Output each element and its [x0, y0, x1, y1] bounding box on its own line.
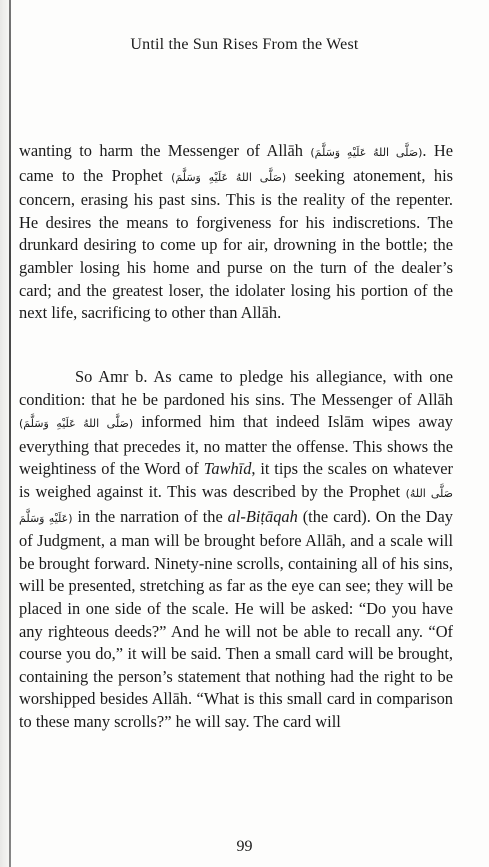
p2-text-4: in the narration of the	[72, 506, 228, 526]
p2-text-3: , it tips the scales on whatever is weighed against it. This was described by the Prophet	[19, 459, 454, 501]
paragraph-2	[19, 366, 453, 734]
p1-text-1: wanting to harm the Messenger of Allāh	[19, 141, 311, 160]
p1-text-3: seeking atonement, his concern, erasing his past sins. This is the reality of the repenter. He desires the means to forgiveness for his indiscretions. The drunkard desiring to come up for air, drowning in the bottle; the gambler losing his home and purse on the turn of the dealer’s card; and the greatest loser, the idolater losing his portion of the next life, sacrificing to other than Allāh.	[19, 165, 454, 323]
honorific-3: (صَلَّى اللهُ عَلَيْهِ وَسَلَّمَ)	[19, 417, 134, 431]
p1-text-2: . He came to the Prophet	[19, 141, 453, 185]
spine-shadow	[0, 0, 9, 867]
term-bitaqah: al-Biṭāqah	[227, 506, 298, 526]
p2-text-1: So Amr b. As came to pledge his allegiance, with one condition: that he be pardoned his sins. The Messenger of Allāh	[19, 367, 453, 409]
running-head: Until the Sun Rises From the West	[130, 36, 359, 53]
honorific-4: (صَلَّى اللهُ عَلَيْهِ وَسَلَّمَ)	[19, 486, 453, 525]
book-spine-line	[9, 0, 11, 867]
honorific-2: (صَلَّى اللهُ عَلَيْهِ وَسَلَّمَ)	[171, 170, 287, 184]
p2-text-5: (the card). On the Day of Judgment, a man will be brought before Allāh, and a scale will be brought forward. Ninety-nine scrolls, containing all of his sins, will be presented, stretching as far as the eye can see; they will be placed in one side of the scale. He will be asked: “Do you have any righteous deeds?” And he will not be able to recall any. “Of course you do,” it will be said. Then a small card will be brought, containing the person’s statement that nothing had the right to be worshipped besides Allāh. “What is this small card in comparison to these many scrolls?” he will say. The card will	[19, 506, 453, 731]
paragraph-1	[19, 140, 453, 325]
honorific-1: (صَلَّى اللهُ عَلَيْهِ وَسَلَّمَ)	[310, 146, 423, 159]
term-tawhid: Tawhīd	[203, 459, 252, 479]
page-number: 99	[236, 838, 253, 855]
p2-text-2: informed him that indeed Islām wipes away everything that precedes it, no matter the offense. This shows the weightiness of the Word of	[19, 412, 453, 479]
